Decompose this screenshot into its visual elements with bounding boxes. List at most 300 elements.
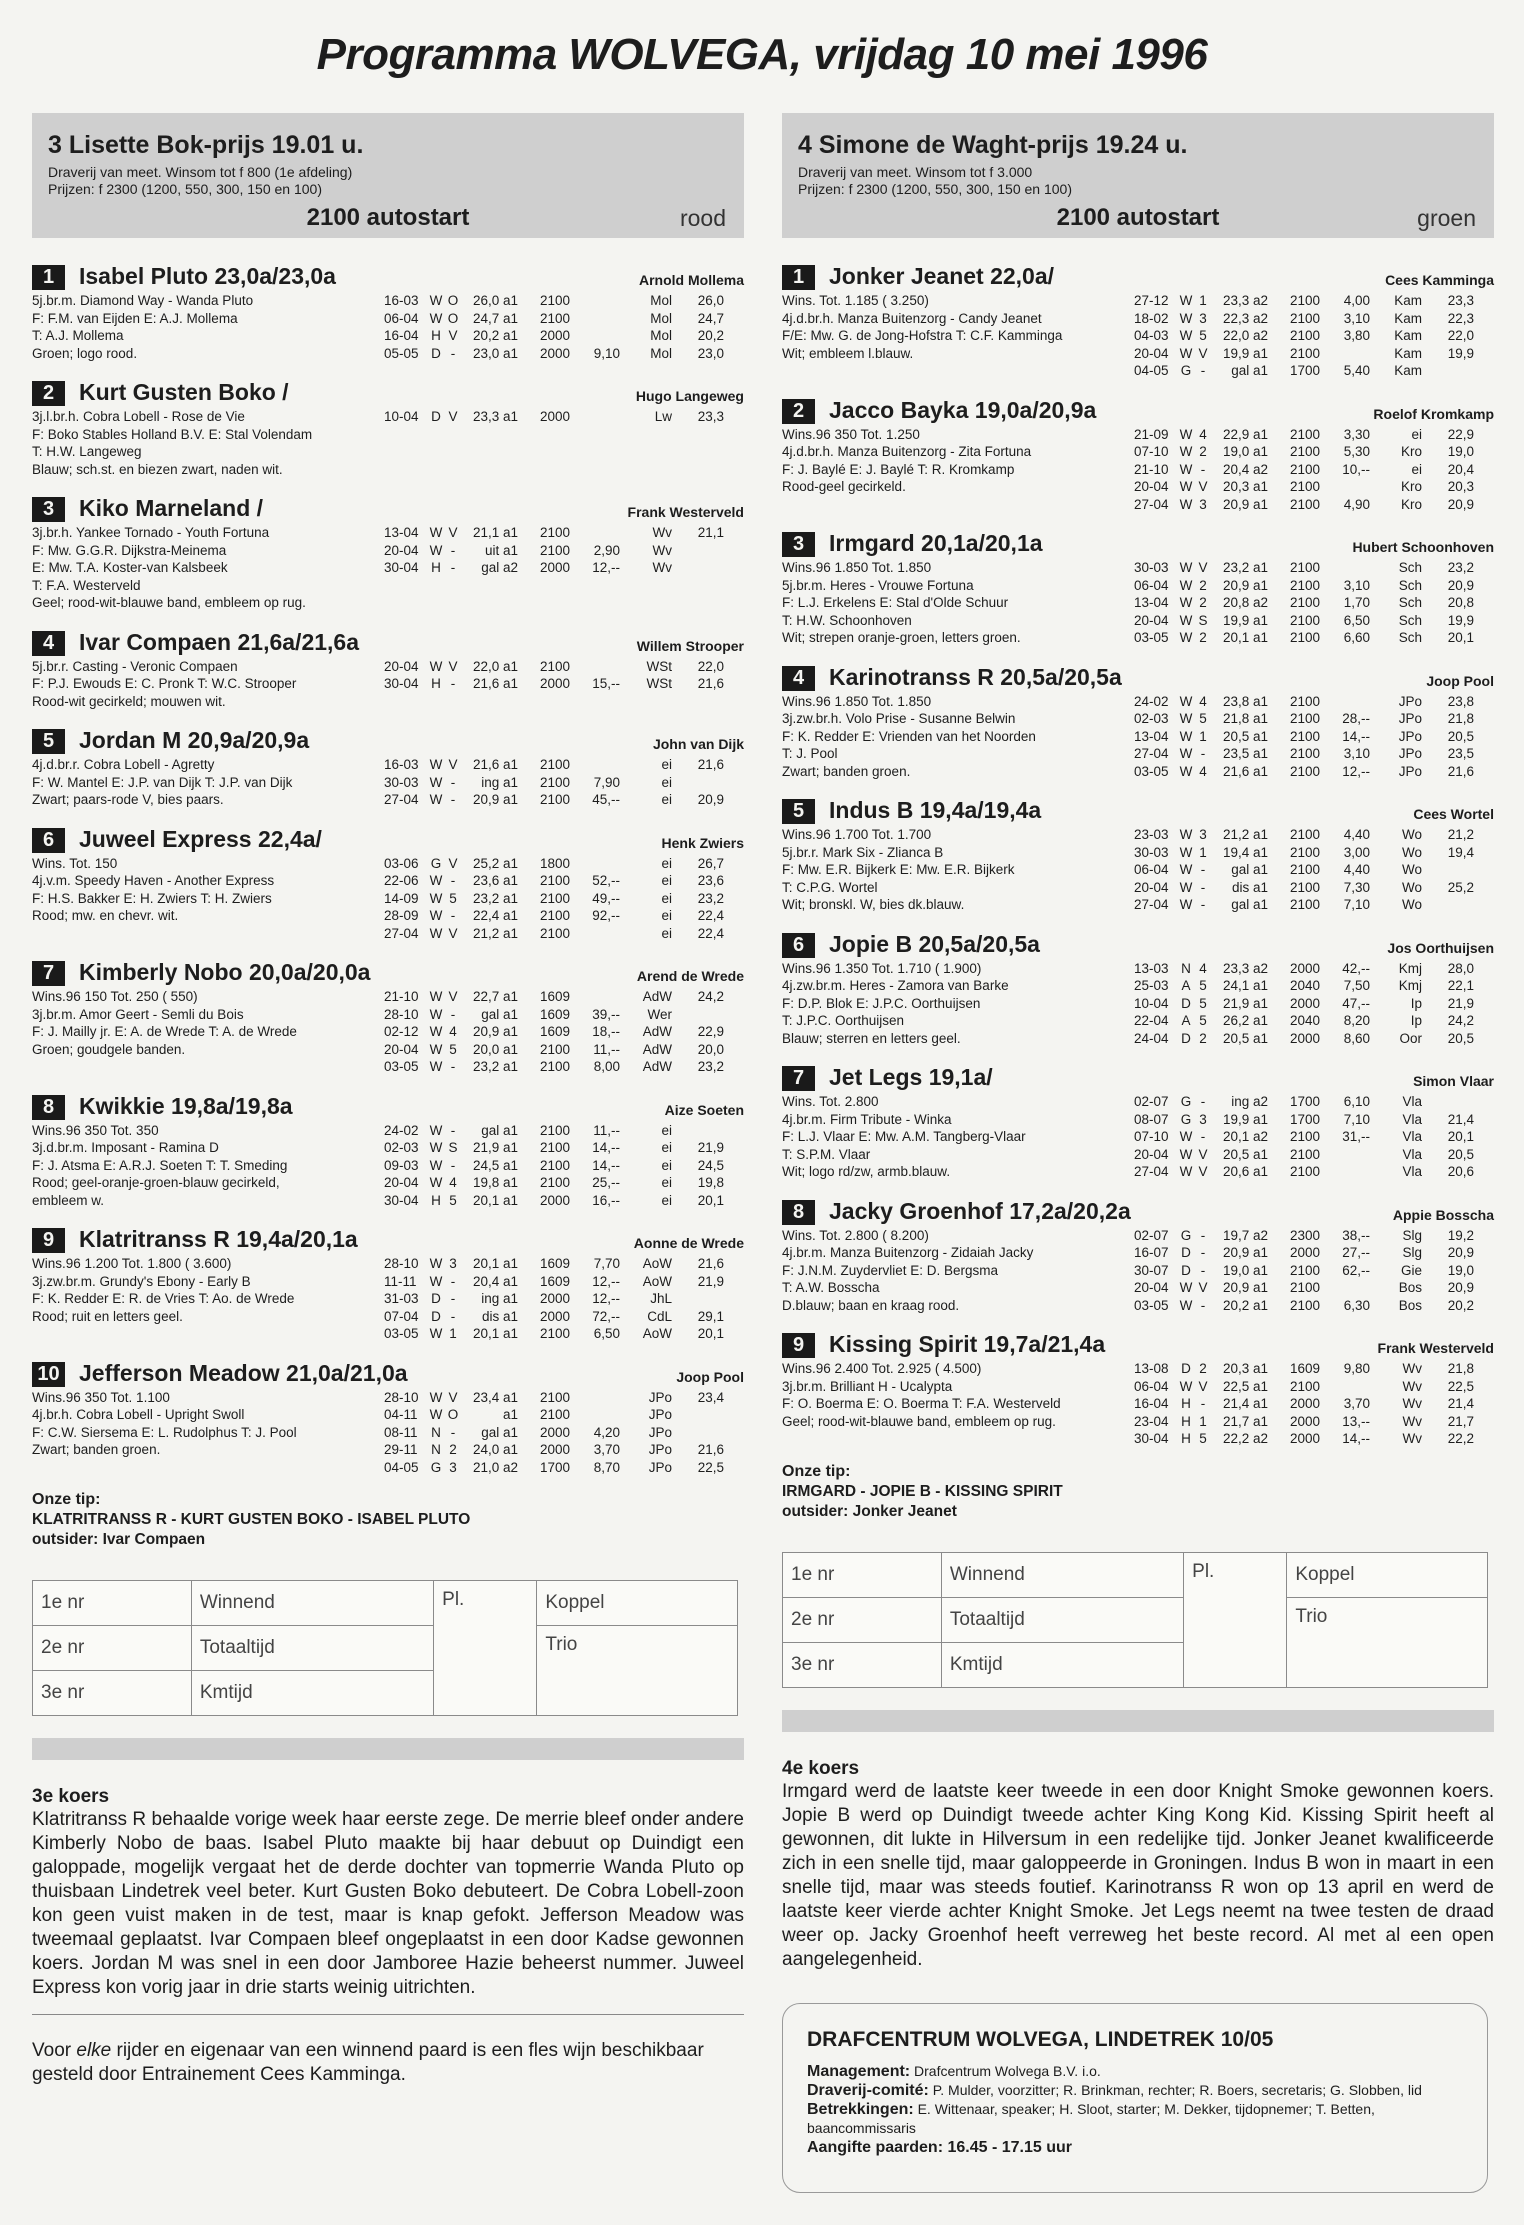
start-cell: 2000 xyxy=(539,1424,570,1440)
start-cell: 2000 xyxy=(1289,1396,1320,1411)
start-cell: Vla xyxy=(1402,1129,1422,1144)
start-cell: 2100 xyxy=(539,890,570,906)
start-cell: 19,0 xyxy=(1447,444,1474,459)
start-row xyxy=(1134,763,1494,781)
start-cell xyxy=(570,988,620,1006)
start-cell: 8,60 xyxy=(1343,1030,1370,1046)
start-cell: 22-04 xyxy=(1134,1013,1169,1028)
start-cell: 20,9 a1 xyxy=(472,1024,518,1039)
start-cell: 23,5 xyxy=(1447,746,1474,761)
start-cell: 03-05 xyxy=(384,1326,419,1341)
start-cell: 3 xyxy=(1199,496,1207,512)
start-cell: 24,7 xyxy=(697,310,724,326)
start-cell: V xyxy=(1198,479,1208,494)
bet-field[interactable]: Totaaltijd xyxy=(941,1597,1183,1642)
bet-field[interactable]: Trio xyxy=(537,1626,738,1716)
start-cell: - xyxy=(1200,746,1206,761)
start-cell: Sch xyxy=(1398,577,1422,593)
start-cell: W xyxy=(1179,1129,1193,1144)
horse-info-line: Rood-wit gecirkeld; mouwen wit. xyxy=(32,693,226,709)
start-cell: W xyxy=(429,774,443,790)
horse-trainer: Henk Zwiers xyxy=(661,834,744,851)
start-cell: uit a1 xyxy=(484,542,518,558)
horse-body xyxy=(782,826,1494,914)
horse-info-line: T: S.P.M. Vlaar xyxy=(782,1146,871,1162)
start-row xyxy=(1134,1279,1494,1297)
horse-info-line: F: Mw. E.R. Bijkerk E: Mw. E.R. Bijkerk xyxy=(782,862,1015,877)
horse-header xyxy=(32,823,744,853)
horse-info-line: 5j.br.r. Mark Six - Zlianca B xyxy=(782,844,944,860)
horse-header xyxy=(782,1061,1494,1091)
start-cell: W xyxy=(429,1389,443,1405)
start-row xyxy=(384,756,744,774)
start-cell: ei xyxy=(661,1192,672,1208)
start-cell: - xyxy=(450,345,456,361)
start-row xyxy=(384,408,744,426)
start-cell: W xyxy=(429,1273,443,1289)
start-row xyxy=(384,1174,744,1192)
start-cell: Kam xyxy=(1394,310,1422,326)
start-cell: 21,6 xyxy=(1447,763,1474,779)
start-row xyxy=(384,925,744,943)
start-cell: W xyxy=(429,925,443,941)
start-cell: - xyxy=(450,560,456,575)
start-row xyxy=(384,1424,744,1442)
management-label: Management: xyxy=(807,2063,911,2080)
horse-body xyxy=(32,1122,744,1210)
start-cell: 2100 xyxy=(539,1175,570,1190)
start-cell: 22,5 a1 xyxy=(1222,1378,1268,1394)
start-cell: ei xyxy=(1411,426,1422,442)
start-cell: 24-02 xyxy=(384,1122,419,1138)
bet-field[interactable]: 1e nr xyxy=(783,1552,942,1597)
start-cell: W xyxy=(1179,345,1193,361)
start-cell: 2100 xyxy=(1289,293,1320,308)
horse-trainer: Simon Vlaar xyxy=(1413,1073,1494,1089)
start-cell: ei xyxy=(661,1122,672,1138)
start-cell: WSt xyxy=(646,658,672,674)
start-cell: 2100 xyxy=(1289,577,1320,593)
start-cell: 21,9 xyxy=(697,1273,724,1289)
start-cell: Bos xyxy=(1398,1280,1422,1295)
start-cell: 2000 xyxy=(1289,960,1320,976)
start-cell: 21,8 xyxy=(1447,1361,1474,1376)
start-cell: - xyxy=(1200,1094,1206,1109)
start-cell: JPo xyxy=(648,1442,672,1457)
start-cell: AdW xyxy=(642,989,672,1004)
bet-field[interactable]: Koppel xyxy=(537,1581,738,1626)
start-cell: 12,-- xyxy=(1342,763,1370,779)
start-cell: 2100 xyxy=(1289,862,1320,877)
start-cell: 6,60 xyxy=(1343,630,1370,645)
start-cell: 03-05 xyxy=(384,1059,419,1074)
horse-info-line: T: A.W. Bosscha xyxy=(782,1280,880,1295)
start-cell: W xyxy=(429,1122,443,1138)
horse-starts xyxy=(384,658,744,711)
start-cell: 20,2 xyxy=(697,328,724,343)
horse-body xyxy=(32,988,744,1076)
start-row xyxy=(384,524,744,542)
start-cell: 2100 xyxy=(1289,612,1320,628)
start-cell: 11-11 xyxy=(384,1273,417,1289)
start-cell: - xyxy=(450,1157,456,1173)
bet-field[interactable]: Winnend xyxy=(941,1552,1183,1597)
start-cell xyxy=(570,310,620,328)
start-cell: 1 xyxy=(1199,1413,1207,1429)
start-cell: AdW xyxy=(642,1041,672,1057)
horse-info xyxy=(32,1122,384,1210)
start-cell: N xyxy=(431,1442,441,1457)
horse-info-line: F: L.J. Vlaar E: Mw. A.M. Tangberg-Vlaar xyxy=(782,1129,1026,1144)
bet-field[interactable]: Koppel xyxy=(1287,1552,1488,1597)
start-cell: Sch xyxy=(1398,595,1422,610)
start-cell: D xyxy=(1181,995,1191,1011)
horse-info xyxy=(782,1227,1134,1315)
horse-info xyxy=(32,524,384,612)
start-cell: - xyxy=(450,774,456,790)
horse-starts xyxy=(384,988,744,1076)
start-row xyxy=(384,1255,744,1273)
start-cell: 2100 xyxy=(1289,1297,1320,1313)
bet-field[interactable]: 3e nr xyxy=(783,1642,942,1687)
start-row xyxy=(1134,577,1494,595)
start-cell: 49,-- xyxy=(592,890,620,906)
start-cell: 20,0 xyxy=(697,1041,724,1057)
horse-header xyxy=(32,260,744,290)
start-cell: 21,8 a1 xyxy=(1222,711,1268,726)
start-cell: 27-04 xyxy=(1134,897,1169,912)
start-cell: 22,4 xyxy=(697,908,724,923)
start-cell: 2000 xyxy=(1289,1030,1320,1046)
start-cell: 3 xyxy=(1199,1111,1207,1127)
start-cell: Wv xyxy=(1402,1413,1422,1429)
start-cell: 72,-- xyxy=(592,1308,620,1324)
horse-trainer: Frank Westerveld xyxy=(1377,1340,1494,1356)
start-cell: gal a1 xyxy=(481,1006,518,1022)
start-cell: 4,20 xyxy=(593,1424,620,1440)
start-cell: 4 xyxy=(449,1024,457,1039)
horse-body xyxy=(782,693,1494,781)
start-cell: W xyxy=(1179,746,1193,761)
start-cell: 22,0 xyxy=(697,658,724,674)
start-cell: H xyxy=(1181,1396,1191,1411)
bet-field[interactable]: Pl. xyxy=(1184,1552,1287,1687)
horse-starts xyxy=(1134,1227,1494,1315)
start-cell: 20,9 a1 xyxy=(472,792,518,807)
start-cell: gal a1 xyxy=(1231,862,1268,877)
start-cell: Wv xyxy=(652,560,672,575)
start-cell: 2 xyxy=(1199,630,1207,645)
start-cell: 06-04 xyxy=(1134,577,1169,593)
start-cell: W xyxy=(429,658,443,674)
horse-entry xyxy=(782,1061,1494,1181)
start-cell: 19,9 a1 xyxy=(1222,1111,1268,1127)
start-cell: D xyxy=(431,345,441,361)
start-cell: 31-03 xyxy=(384,1291,419,1306)
start-row xyxy=(384,1139,744,1157)
start-cell: 20,4 xyxy=(1447,461,1474,477)
start-cell: JPo xyxy=(1398,728,1422,744)
start-cell: ei xyxy=(661,925,672,941)
start-row xyxy=(1134,826,1494,844)
start-row xyxy=(384,1459,744,1477)
horse-info-line: F: K. Redder E: R. de Vries T: Ao. de Wrede xyxy=(32,1291,295,1306)
start-cell: 20,4 a2 xyxy=(1222,461,1268,477)
start-cell: D xyxy=(431,1308,441,1324)
start-cell: 13-08 xyxy=(1134,1361,1169,1376)
start-cell: W xyxy=(1179,496,1193,512)
horse-number: 3 xyxy=(32,497,65,522)
start-cell: 21,6 xyxy=(697,757,724,772)
start-cell: W xyxy=(429,1407,443,1422)
bet-field[interactable]: Kmtijd xyxy=(191,1671,433,1716)
start-cell xyxy=(1422,1093,1474,1111)
start-cell: 02-03 xyxy=(384,1140,419,1155)
horse-number: 8 xyxy=(782,1200,815,1225)
start-cell: 23,2 a1 xyxy=(472,890,518,906)
start-cell: 23,5 a1 xyxy=(1222,746,1268,761)
start-row xyxy=(1134,1395,1494,1413)
start-cell: 2100 xyxy=(1289,711,1320,726)
start-row xyxy=(1134,461,1494,479)
start-cell: Wo xyxy=(1401,897,1422,912)
horse-name: Karinotranss R 20,5a/20,5a xyxy=(829,663,1122,690)
horse-info-line: F: D.P. Blok E: J.P.C. Oorthuijsen xyxy=(782,995,981,1011)
start-row xyxy=(1134,1430,1494,1448)
sponsor-note-a: Voor xyxy=(32,2040,77,2061)
start-cell: Mol xyxy=(650,293,672,308)
horse-header xyxy=(32,724,744,754)
start-cell: 22,2 xyxy=(1447,1431,1474,1446)
start-cell xyxy=(570,855,620,873)
start-cell: JPo xyxy=(1398,711,1422,726)
start-cell: A xyxy=(1181,978,1191,993)
bet-field[interactable]: Totaaltijd xyxy=(191,1626,433,1671)
start-cell: 20,9 xyxy=(1447,1280,1474,1295)
start-cell: 23,2 a1 xyxy=(1222,560,1268,575)
horse-number: 6 xyxy=(782,933,815,958)
start-cell: 2100 xyxy=(539,1122,570,1138)
start-cell: 03-05 xyxy=(1134,630,1169,645)
start-cell: 2100 xyxy=(1289,1146,1320,1162)
bet-field[interactable]: Winnend xyxy=(191,1581,433,1626)
start-cell: 28,-- xyxy=(1342,711,1370,726)
race-title: 4 Simone de Waght-prijs 19.24 u. xyxy=(798,131,1188,159)
bet-field[interactable]: Trio xyxy=(1287,1597,1488,1687)
start-cell: 9,10 xyxy=(593,345,620,361)
start-cell: 1 xyxy=(449,1326,457,1341)
bet-field[interactable]: Pl. xyxy=(434,1581,537,1716)
start-cell: 2100 xyxy=(1289,693,1320,709)
start-cell: - xyxy=(1200,1262,1206,1278)
start-cell: V xyxy=(448,989,458,1004)
start-cell: 2000 xyxy=(1289,995,1320,1011)
start-cell: 5 xyxy=(1199,1013,1207,1028)
start-cell: V xyxy=(1198,1378,1208,1394)
start-cell: 16-07 xyxy=(1134,1245,1169,1260)
horse-number: 10 xyxy=(32,1362,65,1387)
start-cell: H xyxy=(431,1192,441,1208)
horse-name: Klatritranss R 19,4a/20,1a xyxy=(79,1226,358,1252)
start-cell: 2100 xyxy=(539,1326,570,1341)
horse-entry xyxy=(782,928,1494,1048)
start-cell: Mol xyxy=(650,328,672,343)
horse-info-line: Blauw; sch.st. en biezen zwart, naden wit. xyxy=(32,461,283,477)
start-cell: 13-04 xyxy=(1134,728,1169,744)
start-cell: 2100 xyxy=(539,658,570,674)
horse-header xyxy=(782,260,1494,290)
start-cell: H xyxy=(431,328,441,343)
horse-number: 7 xyxy=(782,1066,815,1091)
start-cell: 14,-- xyxy=(592,1140,620,1155)
start-cell: 20,2 a1 xyxy=(1222,1297,1268,1313)
start-cell: 24,5 a1 xyxy=(472,1157,518,1173)
start-cell: 21-10 xyxy=(1134,461,1169,477)
start-cell: 8,20 xyxy=(1343,1013,1370,1028)
start-cell: 20,5 a1 xyxy=(1222,1030,1268,1046)
start-cell: - xyxy=(1200,879,1206,895)
horse-number: 1 xyxy=(782,265,815,290)
start-cell: 20,9 a1 xyxy=(1222,577,1268,593)
horse-name: Kissing Spirit 19,7a/21,4a xyxy=(829,1331,1106,1357)
start-cell: ei xyxy=(661,1175,672,1190)
horse-number: 5 xyxy=(782,799,815,824)
start-cell: 23,3 xyxy=(1447,293,1474,308)
start-cell: 19,9 a1 xyxy=(1222,612,1268,628)
start-cell: ei xyxy=(661,1140,672,1155)
horse-name: Jacco Bayka 19,0a/20,9a xyxy=(829,396,1097,423)
start-cell: 5 xyxy=(1199,1431,1207,1446)
start-row xyxy=(1134,345,1494,363)
start-cell: 25,2 a1 xyxy=(472,855,518,871)
start-cell: W xyxy=(1179,293,1193,308)
start-cell: 3 xyxy=(449,1459,457,1475)
horse-info-line: Rood; geel-oranje-groen-blauw gecirkeld, xyxy=(32,1175,280,1190)
start-cell: 27-04 xyxy=(1134,746,1169,761)
horse-header xyxy=(782,1328,1494,1358)
horse-info-line: Zwart; banden groen. xyxy=(32,1442,161,1457)
start-cell: W xyxy=(429,890,443,906)
bet-field[interactable]: 2e nr xyxy=(33,1626,192,1671)
horse-info-line: Wins. Tot. 1.185 ( 3.250) xyxy=(782,293,929,308)
start-cell: 20,2 xyxy=(1447,1297,1474,1313)
start-cell: V xyxy=(448,757,458,772)
start-row xyxy=(384,292,744,310)
start-cell: W xyxy=(429,989,443,1004)
horse-info xyxy=(32,988,384,1076)
start-row xyxy=(384,855,744,873)
bet-field[interactable]: 2e nr xyxy=(783,1597,942,1642)
start-cell xyxy=(570,524,620,542)
start-row xyxy=(384,907,744,925)
start-cell: 2100 xyxy=(539,774,570,790)
bet-field[interactable]: Kmtijd xyxy=(941,1642,1183,1687)
horse-number: 1 xyxy=(32,265,65,290)
start-cell: 4 xyxy=(1199,763,1207,779)
start-row xyxy=(1134,1146,1494,1164)
koers-text: Irmgard werd de laatste keer tweede in een door Knight Smoke gewonnen koers. Jopie B werd op Duindigt tweede achter King Kong Kid. Kissing Spirit heeft al gewonnen, dit lukte in Hilversum in een redelijke tijd. Jonker Jeanet kwalificeerde zich in een snelle tijd, maar galoppeerde in Groningen. Indus B won in maart in een snelle tijd, maar was steeds foutief. Karinotranss R won op 13 april en werd de laatste keer vierde achter Knight Smoke. Jet Legs neemt na twee testen de draad weer op. Jacky Groenhof heeft verreweg het beste record. Al met al een open aangelegenheid. xyxy=(782,1780,1494,1970)
start-cell: V xyxy=(1198,560,1208,575)
start-cell: 21,7 a1 xyxy=(1222,1413,1268,1429)
horse-info-line: Wit; bronskl. W, bies dk.blauw. xyxy=(782,897,965,912)
bet-field[interactable]: 1e nr xyxy=(33,1581,192,1626)
horse-info-line: Zwart; paars-rode V, bies paars. xyxy=(32,792,224,807)
start-cell: W xyxy=(1179,479,1193,494)
horse-info-line: 3j.zw.br.h. Volo Prise - Susanne Belwin xyxy=(782,711,1016,726)
start-row xyxy=(1134,844,1494,862)
horse-info xyxy=(32,292,384,362)
horse-entry xyxy=(32,260,744,362)
info-title: DRAFCENTRUM WOLVEGA, LINDETREK 10/05 xyxy=(807,2028,1274,2051)
horse-info-line: 5j.br.r. Casting - Veronic Compaen xyxy=(32,658,238,674)
start-cell: 19,9 xyxy=(1447,612,1474,628)
start-row xyxy=(384,310,744,328)
start-row xyxy=(384,1006,744,1024)
start-cell xyxy=(1320,345,1370,363)
start-cell: 92,-- xyxy=(592,908,620,923)
start-cell: 20,1 a1 xyxy=(472,1192,518,1208)
start-cell: 3 xyxy=(1199,310,1207,326)
start-cell: 20,1 xyxy=(1447,1129,1474,1144)
horse-info-line: Geel; rood-wit-blauwe band, embleem op rug. xyxy=(32,595,306,610)
start-cell: 20,2 a1 xyxy=(472,328,518,343)
start-cell: Kam xyxy=(1394,293,1422,308)
start-cell: D xyxy=(1181,1030,1191,1046)
start-cell: 20,1 a2 xyxy=(1222,1129,1268,1144)
start-row xyxy=(1134,496,1494,514)
start-cell: ei xyxy=(661,757,672,772)
start-cell: 1 xyxy=(1199,728,1207,744)
horse-name: Jonker Jeanet 22,0a/ xyxy=(829,263,1055,289)
start-cell: JPo xyxy=(1398,693,1422,709)
horse-name: Irmgard 20,1a/20,1a xyxy=(829,530,1043,556)
start-cell: G xyxy=(1180,1111,1192,1127)
start-cell: 24,2 xyxy=(697,989,724,1004)
start-cell: 2000 xyxy=(539,328,570,343)
start-cell: 20,5 a1 xyxy=(1222,728,1268,744)
start-cell: - xyxy=(1200,1396,1206,1411)
horse-entry xyxy=(782,527,1494,647)
start-cell: JPo xyxy=(648,1424,672,1440)
horse-starts xyxy=(1134,826,1494,914)
start-cell: 21,6 a1 xyxy=(472,676,518,691)
horse-info-line: Wins.96 150 Tot. 250 ( 550) xyxy=(32,989,198,1004)
start-cell: W xyxy=(1179,711,1193,726)
start-cell: 21,6 a1 xyxy=(1222,763,1268,779)
start-row xyxy=(1134,1163,1494,1181)
start-cell: 21,1 a1 xyxy=(472,525,518,540)
start-cell xyxy=(672,1424,724,1442)
start-cell: 23,2 a1 xyxy=(472,1059,518,1074)
bet-field[interactable]: 3e nr xyxy=(33,1671,192,1716)
horse-info-line: Wins. Tot. 150 xyxy=(32,855,118,871)
start-cell: G xyxy=(1180,363,1192,378)
start-cell: 15,-- xyxy=(592,676,620,691)
start-cell: 24,0 a1 xyxy=(472,1442,518,1457)
start-cell: 1609 xyxy=(1289,1361,1320,1376)
start-cell: 12,-- xyxy=(592,560,620,575)
start-cell xyxy=(1320,559,1370,577)
start-row xyxy=(384,345,744,363)
start-row xyxy=(1134,1378,1494,1396)
start-cell: G xyxy=(430,1459,442,1475)
start-cell: 20-04 xyxy=(1134,1146,1169,1162)
horse-info-line: Wins.96 1.850 Tot. 1.850 xyxy=(782,560,932,575)
tip-horses: IRMGARD - JOPIE B - KISSING SPIRIT xyxy=(782,1482,1063,1500)
start-cell: Kro xyxy=(1400,496,1422,512)
start-cell: W xyxy=(429,873,443,888)
start-cell: 2000 xyxy=(539,345,570,361)
